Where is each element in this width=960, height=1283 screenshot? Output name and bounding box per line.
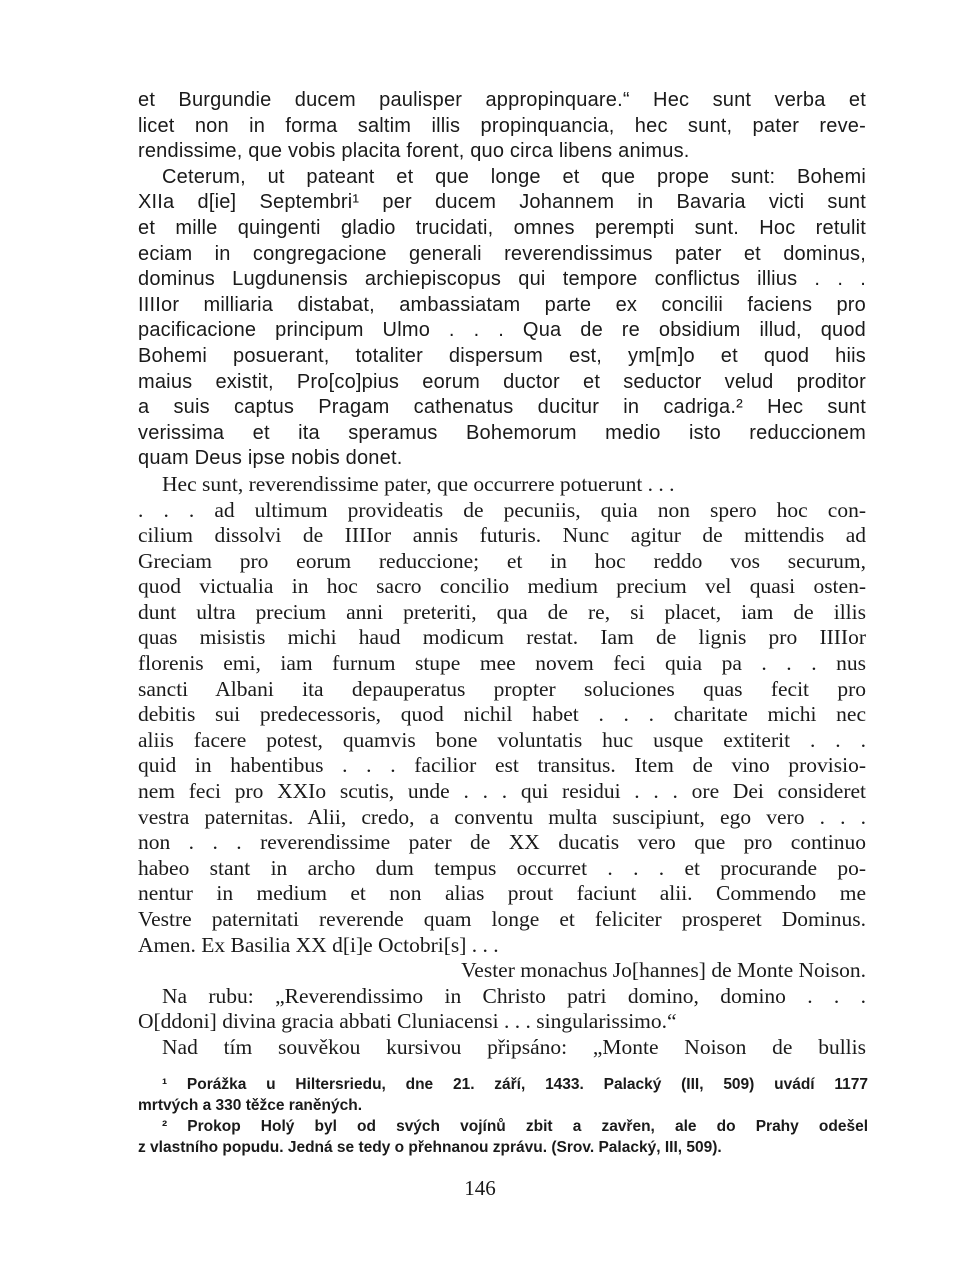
letter-part-2 xyxy=(138,472,866,958)
letter-part1-line: licet non in forma saltim illis propinquancia, hec sunt, pater reve- xyxy=(138,114,866,137)
letter-part2-line: cilium dissolvi de IIIIor annis futuris. Nunc agitur de mittendis ad xyxy=(138,523,866,548)
letter-part2-line: quod victualia in hoc sacro concilio medium precium vel quasi osten- xyxy=(138,574,866,599)
endorsement-line: Nad tím souvěkou kursivou připsáno: „Monte Noison de bullis xyxy=(162,1034,866,1059)
endorsement-line: Na rubu: „Reverendissimo in Christo patri domino, domino . . . xyxy=(162,983,866,1008)
letter-part1-line: XIIa d[ie] Septembri¹ per ducem Johannem in Bavaria victi sunt xyxy=(138,191,866,214)
footnote-line: z vlastního popudu. Jedná se tedy o přehnanou zprávu. (Srov. Palacký, III, 509). xyxy=(138,1139,722,1156)
letter-part2-line: Greciam pro eorum reduccione; et in hoc reddo vos securum, xyxy=(138,548,866,573)
letter-part1-line: et mille quingenti gladio trucidati, omnes perempti sunt. Hoc retulit xyxy=(138,216,866,239)
letter-part2-line: Vestre paternitati reverende quam longe et feliciter prosperet Dominus. xyxy=(138,907,866,931)
letter-part2-line: habeo stant in archo dum tempus occurret . . . et procurande po- xyxy=(138,855,866,880)
letter-part1-line: et Burgundie ducem paulisper appropinquare.“ Hec sunt verba et xyxy=(138,89,866,111)
signature: Vester monachus Jo[hannes] de Monte Noison. xyxy=(461,958,866,983)
letter-part2-line: vestra paternitas. Alii, credo, a conventu multa suscipiunt, ego vero . . . xyxy=(138,804,866,829)
letter-part2-line: non . . . reverendissime pater de XX ducatis vero que pro continuo xyxy=(138,830,866,855)
letter-part1-line: dominus Lugdunensis archiepiscopus qui tempore conflictus illius . . . xyxy=(138,268,866,291)
letter-part1-line: Bohemi posuerant, totaliter dispersum est, ym[m]o et quod hiis xyxy=(138,344,866,367)
letter-part-1 xyxy=(138,88,866,472)
endorsement xyxy=(138,984,866,1061)
letter-part2-line: dunt ultra precium anni preteriti, qua de re, si placet, iam de illis xyxy=(138,599,866,624)
letter-part2-line: nentur in medium et non alias prout faciunt alii. Commendo me xyxy=(138,881,866,906)
letter-part1-line: a suis captus Pragam cathenatus ducitur in cadriga.² Hec sunt xyxy=(138,396,866,419)
footnote-line: mrtvých a 330 těžce raněných. xyxy=(138,1097,363,1114)
letter-part2-line: sancti Albani ita depauperatus propter soluciones quas fecit pro xyxy=(138,676,866,701)
footnote-line: ¹ Porážka u Hiltersriedu, dne 21. září, 1433. Palacký (III, 509) uvádí 1177 xyxy=(162,1076,868,1093)
letter-part2-line: quas misistis michi haud modicum restat. Iam de lignis pro IIIIor xyxy=(138,625,866,650)
letter-part2-line: aliis facere potest, quamvis bone voluntatis huc usque extiterit . . . xyxy=(138,727,866,752)
letter-part1-line: IIIIor milliaria distabat, ambassiatam parte ex concilii faciens pro xyxy=(138,293,866,316)
letter-part2-line: florenis emi, iam furnum stupe mee novem feci quia pa . . . nus xyxy=(138,651,866,676)
letter-part2-line: Hec sunt, reverendissime pater, que occurrere potuerunt . . . xyxy=(162,471,675,496)
letter-part1-line: maius existit, Pro[co]pius eorum ductor et seductor velud proditor xyxy=(138,370,866,393)
letter-part1-line: pacificacione principum Ulmo . . . Qua de re obsidium illud, quod xyxy=(138,319,866,342)
letter-part1-line: eciam in congregacione generali reverendissimus pater et dominus, xyxy=(138,242,866,265)
footnotes xyxy=(138,1074,868,1158)
letter-part1-line: rendissime, que vobis placita forent, quo circa libens animus. xyxy=(138,140,690,163)
footnote-line: ² Prokop Holý byl od svých vojínů zbit a zavřen, ale do Prahy odešel xyxy=(162,1118,868,1135)
page-number: 146 xyxy=(464,1176,496,1200)
endorsement-line: O[ddoni] divina gracia abbati Cluniacensi . . . singularissimo.“ xyxy=(138,1009,677,1034)
letter-part1-line: verissima et ita speramus Bohemorum medio isto reduccionem xyxy=(138,421,866,444)
letter-part2-line: . . . ad ultimum provideatis de pecuniis, quia non spero hoc con- xyxy=(138,497,866,522)
letter-part2-line: nem feci pro XXIo scutis, unde . . . qui residui . . . ore Dei consideret xyxy=(138,779,866,804)
letter-part2-line: debitis sui predecessoris, quod nichil habet . . . charitate michi nec xyxy=(138,702,866,727)
letter-part2-line: quid in habentibus . . . facilior est transitus. Item de vino provisio- xyxy=(138,753,866,778)
page-body xyxy=(138,88,866,1061)
letter-part1-line: Ceterum, ut pateant et que longe et que prope sunt: Bohemi xyxy=(162,165,866,188)
letter-part2-line: Amen. Ex Basilia XX d[i]e Octobri[s] . . . xyxy=(138,932,499,957)
letter-part1-line: quam Deus ipse nobis donet. xyxy=(138,447,403,470)
